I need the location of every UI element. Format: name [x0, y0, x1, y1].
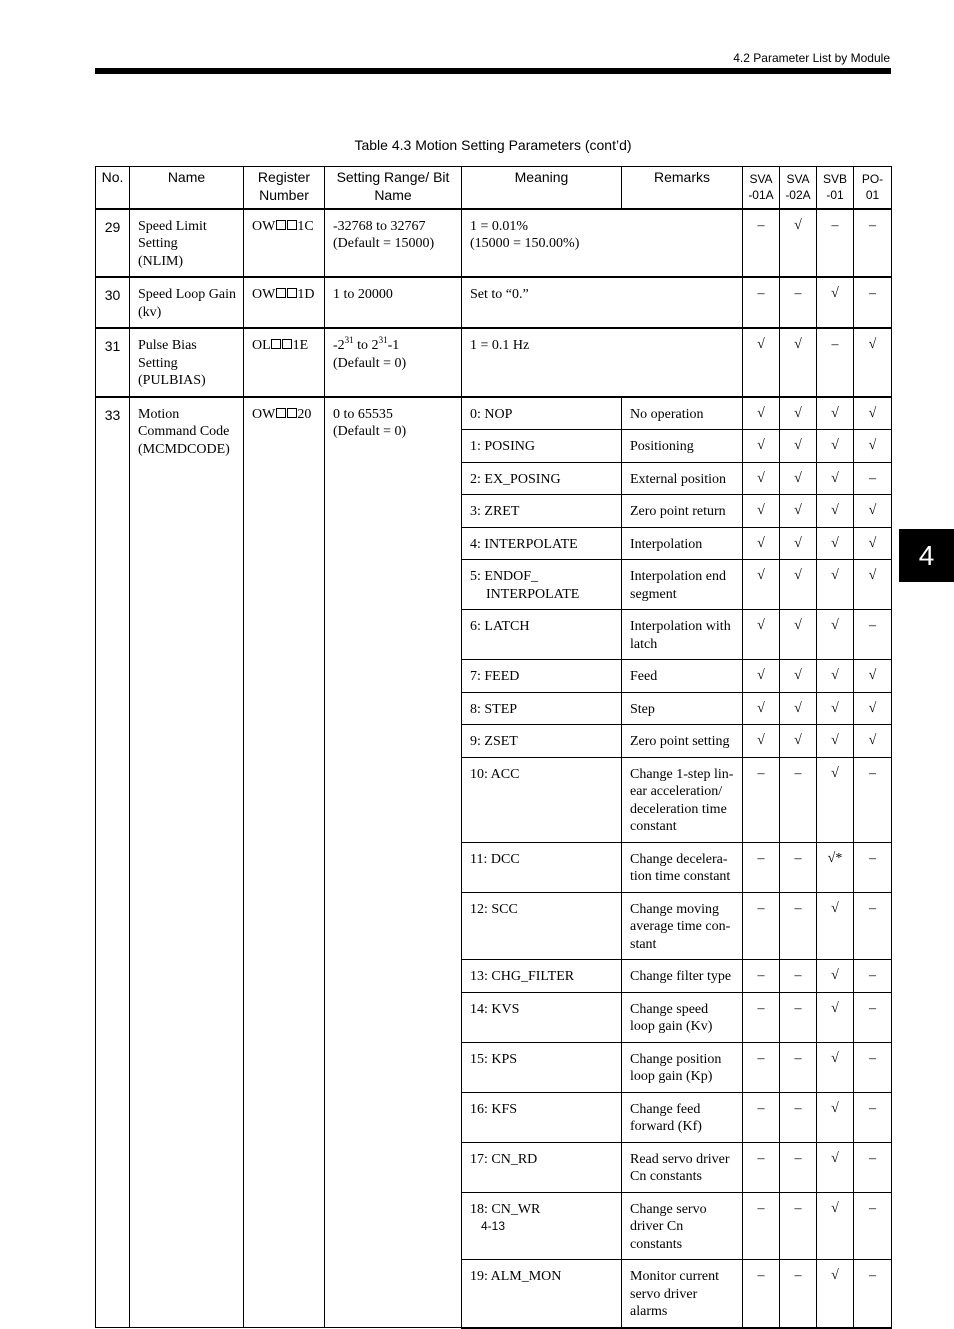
meaning: 1 = 0.01% (15000 = 150.00%): [462, 209, 743, 278]
command-code: [462, 495, 622, 528]
command-code: [462, 1260, 622, 1328]
meaning: 1 = 0.1 Hz: [462, 328, 743, 397]
col-header-name: Name: [130, 167, 244, 209]
module-support-mark: –: [817, 209, 854, 278]
command-code: [462, 992, 622, 1042]
register-number-cell: [244, 397, 325, 1328]
module-support-mark: √: [854, 328, 892, 397]
module-support-mark: –: [854, 277, 892, 328]
module-support-mark: √: [780, 209, 817, 278]
command-remark: Change speed loop gain (Kv): [622, 992, 743, 1042]
placeholder-box-icon: [282, 339, 292, 349]
module-support-mark: √: [780, 328, 817, 397]
command-code-label: 15: KPS: [470, 1051, 518, 1067]
command-code-label: 18: CN_WR: [470, 1201, 541, 1217]
module-support-mark: √: [854, 725, 892, 758]
setting-range: 1 to 20000: [325, 277, 462, 328]
module-support-mark: –: [854, 462, 892, 495]
module-support-mark: √: [780, 430, 817, 463]
range-to: to 2: [353, 338, 379, 353]
parameter-no: 33: [96, 397, 130, 1328]
parameter-table: [95, 166, 892, 1329]
module-support-mark: –: [817, 328, 854, 397]
module-support-mark: –: [854, 610, 892, 660]
module-support-mark: –: [854, 842, 892, 892]
command-code: [462, 692, 622, 725]
command-code: [462, 660, 622, 693]
col-header-sva-01a: SVA -01A: [743, 167, 780, 209]
command-code-label: 12: SCC: [470, 901, 518, 917]
register-suffix: 1C: [297, 218, 314, 234]
command-code-label: 0: NOP: [470, 406, 513, 422]
command-remark: Zero point setting: [622, 725, 743, 758]
module-support-mark: √: [780, 527, 817, 560]
module-support-mark: √: [743, 725, 780, 758]
placeholder-box-icon: [287, 220, 297, 230]
module-support-mark: –: [743, 757, 780, 842]
module-support-mark: –: [743, 1042, 780, 1092]
command-code-label: 11: DCC: [470, 851, 520, 867]
module-support-mark: √: [780, 495, 817, 528]
command-remark: Monitor current servo driver alarms: [622, 1260, 743, 1328]
register-suffix: 1D: [297, 287, 315, 302]
placeholder-box-icon: [276, 288, 286, 298]
module-support-mark: –: [743, 892, 780, 960]
module-support-mark: –: [743, 1142, 780, 1192]
parameter-name: Motion Command Code (MCMDCODE): [130, 397, 244, 1328]
module-support-mark: –: [743, 960, 780, 993]
header-rule: [95, 68, 891, 74]
command-code-label: 5: ENDOF_: [470, 569, 539, 584]
register-prefix: OW: [252, 218, 276, 234]
command-remark: Positioning: [622, 430, 743, 463]
setting-range: 0 to 65535 (Default = 0): [325, 397, 462, 1328]
module-support-mark: √: [780, 462, 817, 495]
module-support-mark: √: [780, 397, 817, 430]
command-remark: Change 1-step lin- ear acceleration/ deceleration time constant: [622, 757, 743, 842]
col-header-meaning: Meaning: [462, 167, 622, 209]
module-support-mark: –: [854, 1042, 892, 1092]
module-support-mark: √: [817, 892, 854, 960]
command-code: [462, 892, 622, 960]
module-support-mark: –: [743, 1192, 780, 1260]
module-support-mark: –: [854, 1192, 892, 1260]
module-support-mark: √: [854, 692, 892, 725]
placeholder-box-icon: [276, 220, 286, 230]
module-support-mark: √: [743, 430, 780, 463]
module-support-mark: √: [817, 1092, 854, 1142]
range-exponent: 31: [344, 335, 354, 345]
command-code-label-cont: INTERPOLATE: [486, 586, 580, 602]
command-code-label: 8: STEP: [470, 701, 518, 717]
col-header-range: Setting Range/ Bit Name: [325, 167, 462, 209]
command-code: [462, 1042, 622, 1092]
setting-range: -32768 to 32767 (Default = 15000): [325, 209, 462, 278]
parameter-name: Pulse Bias Setting (PULBIAS): [130, 328, 244, 397]
module-support-mark: √: [780, 725, 817, 758]
command-code: [462, 842, 622, 892]
module-support-mark: √: [817, 430, 854, 463]
module-support-mark: √: [743, 495, 780, 528]
range-exponent: 31: [378, 335, 388, 345]
command-code-label: 2: EX_POSING: [470, 471, 561, 487]
command-remark: Change feed forward (Kf): [622, 1092, 743, 1142]
range-tail: -1: [387, 338, 400, 353]
module-support-mark: –: [854, 892, 892, 960]
module-support-mark: √: [817, 1142, 854, 1192]
module-support-mark: √: [817, 527, 854, 560]
range-default: (Default = 0): [333, 355, 407, 371]
command-remark: Change decelera- tion time constant: [622, 842, 743, 892]
command-code: [462, 960, 622, 993]
module-support-mark: –: [780, 277, 817, 328]
module-support-mark: √: [817, 560, 854, 610]
module-support-mark: √: [854, 495, 892, 528]
command-remark: Change servo driver Cn constants: [622, 1192, 743, 1260]
command-code-label: 17: CN_RD: [470, 1151, 538, 1167]
module-support-mark: √: [743, 660, 780, 693]
module-support-mark: √: [743, 560, 780, 610]
command-code: [462, 1142, 622, 1192]
chapter-tab: 4: [899, 529, 954, 582]
command-code: [462, 725, 622, 758]
module-support-mark: √: [780, 560, 817, 610]
command-remark: Change filter type: [622, 960, 743, 993]
module-support-mark: –: [854, 1260, 892, 1328]
module-support-mark: √: [817, 992, 854, 1042]
module-support-mark: √: [817, 757, 854, 842]
module-support-mark: √: [780, 692, 817, 725]
module-support-mark: –: [743, 277, 780, 328]
col-header-po-01: PO- 01: [854, 167, 892, 209]
command-code-label: 7: FEED: [470, 669, 520, 684]
parameter-name: Speed Loop Gain (kv): [130, 277, 244, 328]
parameter-no: 29: [96, 209, 130, 278]
command-code: [462, 610, 622, 660]
placeholder-box-icon: [276, 408, 286, 418]
module-support-mark: –: [743, 992, 780, 1042]
command-remark: Interpolation with latch: [622, 610, 743, 660]
module-support-mark: –: [743, 842, 780, 892]
col-header-remarks: Remarks: [622, 167, 743, 209]
parameter-row: [96, 209, 892, 278]
placeholder-box-icon: [271, 339, 281, 349]
meaning: Set to “0.”: [462, 277, 743, 328]
module-support-mark: –: [743, 1092, 780, 1142]
module-support-mark: –: [780, 757, 817, 842]
command-remark: External position: [622, 462, 743, 495]
parameter-no: 30: [96, 277, 130, 328]
command-code: [462, 462, 622, 495]
setting-range: [325, 328, 462, 397]
module-support-mark: √: [854, 430, 892, 463]
col-header-svb-01: SVB -01: [817, 167, 854, 209]
command-code-label: 16: KFS: [470, 1101, 518, 1117]
placeholder-box-icon: [287, 408, 297, 418]
module-support-mark: √: [854, 397, 892, 430]
module-support-mark: √: [854, 527, 892, 560]
module-support-mark: –: [854, 1142, 892, 1192]
command-remark: Step: [622, 692, 743, 725]
command-code: [462, 430, 622, 463]
module-support-mark: –: [780, 1042, 817, 1092]
command-remark: Interpolation end segment: [622, 560, 743, 610]
col-header-register: Register Number: [244, 167, 325, 209]
command-code-label: 3: ZRET: [470, 504, 520, 519]
command-code: [462, 1092, 622, 1142]
module-support-mark: √: [817, 692, 854, 725]
table-caption: Table 4.3 Motion Setting Parameters (cont’d): [354, 137, 632, 153]
command-code: [462, 397, 622, 430]
module-support-mark: √: [817, 462, 854, 495]
running-header: 4.2 Parameter List by Module: [733, 51, 890, 65]
module-support-mark: √: [817, 277, 854, 328]
module-support-mark: √: [817, 1042, 854, 1092]
register-prefix: OW: [252, 287, 276, 302]
parameter-row: [96, 328, 892, 397]
module-support-mark: –: [780, 1260, 817, 1328]
module-support-mark: √: [743, 462, 780, 495]
command-remark: Interpolation: [622, 527, 743, 560]
module-support-mark: –: [780, 1142, 817, 1192]
module-support-mark: –: [780, 1192, 817, 1260]
module-support-mark: √: [817, 397, 854, 430]
module-support-mark: √: [817, 1192, 854, 1260]
module-support-mark: –: [854, 1092, 892, 1142]
command-code-label: 9: ZSET: [470, 734, 518, 749]
module-support-mark: –: [854, 992, 892, 1042]
parameter-no: 31: [96, 328, 130, 397]
command-code: [462, 527, 622, 560]
command-code: [462, 560, 622, 610]
module-support-mark: √: [743, 527, 780, 560]
register-number-cell: [244, 209, 325, 278]
module-support-mark: √: [817, 725, 854, 758]
module-support-mark: √: [817, 495, 854, 528]
command-remark: Read servo driver Cn constants: [622, 1142, 743, 1192]
range-base: -2: [333, 338, 345, 353]
module-support-mark: –: [743, 1260, 780, 1328]
module-support-mark: –: [854, 757, 892, 842]
module-support-mark: √: [780, 660, 817, 693]
command-remark: Feed: [622, 660, 743, 693]
command-code-label: 4: INTERPOLATE: [470, 536, 578, 552]
command-remark: No operation: [622, 397, 743, 430]
command-remark: Change moving average time con- stant: [622, 892, 743, 960]
register-suffix: 1E: [292, 338, 309, 353]
module-support-mark: –: [780, 892, 817, 960]
module-support-mark: √: [743, 328, 780, 397]
module-support-mark: √: [817, 1260, 854, 1328]
command-code-label: 19: ALM_MON: [470, 1269, 562, 1284]
page-number: 4-13: [480, 1219, 506, 1233]
module-support-mark: –: [743, 209, 780, 278]
parameter-row: [96, 277, 892, 328]
module-support-mark: √*: [817, 842, 854, 892]
command-code-label: 6: LATCH: [470, 619, 530, 634]
module-support-mark: √: [743, 610, 780, 660]
module-support-mark: –: [780, 992, 817, 1042]
command-code-label: 14: KVS: [470, 1001, 520, 1017]
module-support-mark: –: [854, 960, 892, 993]
module-support-mark: √: [854, 560, 892, 610]
command-remark: Change position loop gain (Kp): [622, 1042, 743, 1092]
command-code-label: 13: CHG_FILTER: [470, 969, 575, 984]
module-support-mark: √: [817, 660, 854, 693]
table-header-row: [96, 167, 892, 209]
module-support-mark: √: [780, 610, 817, 660]
register-number-cell: [244, 277, 325, 328]
module-support-mark: –: [780, 842, 817, 892]
module-support-mark: √: [817, 960, 854, 993]
module-support-mark: √: [854, 660, 892, 693]
module-support-mark: √: [743, 397, 780, 430]
placeholder-box-icon: [287, 288, 297, 298]
module-support-mark: √: [743, 692, 780, 725]
register-suffix: 20: [297, 406, 312, 422]
register-number-cell: [244, 328, 325, 397]
register-prefix: OW: [252, 406, 276, 422]
command-remark: Zero point return: [622, 495, 743, 528]
command-code: [462, 757, 622, 842]
command-code-label: 1: POSING: [470, 439, 535, 454]
col-header-sva-02a: SVA -02A: [780, 167, 817, 209]
module-support-mark: –: [780, 1092, 817, 1142]
module-support-mark: –: [854, 209, 892, 278]
module-support-mark: –: [780, 960, 817, 993]
command-code-row: [96, 397, 892, 430]
command-code-label: 10: ACC: [470, 766, 520, 782]
register-prefix: OL: [252, 338, 271, 353]
parameter-name: Speed Limit Setting (NLIM): [130, 209, 244, 278]
module-support-mark: √: [817, 610, 854, 660]
col-header-no: No.: [96, 167, 130, 209]
